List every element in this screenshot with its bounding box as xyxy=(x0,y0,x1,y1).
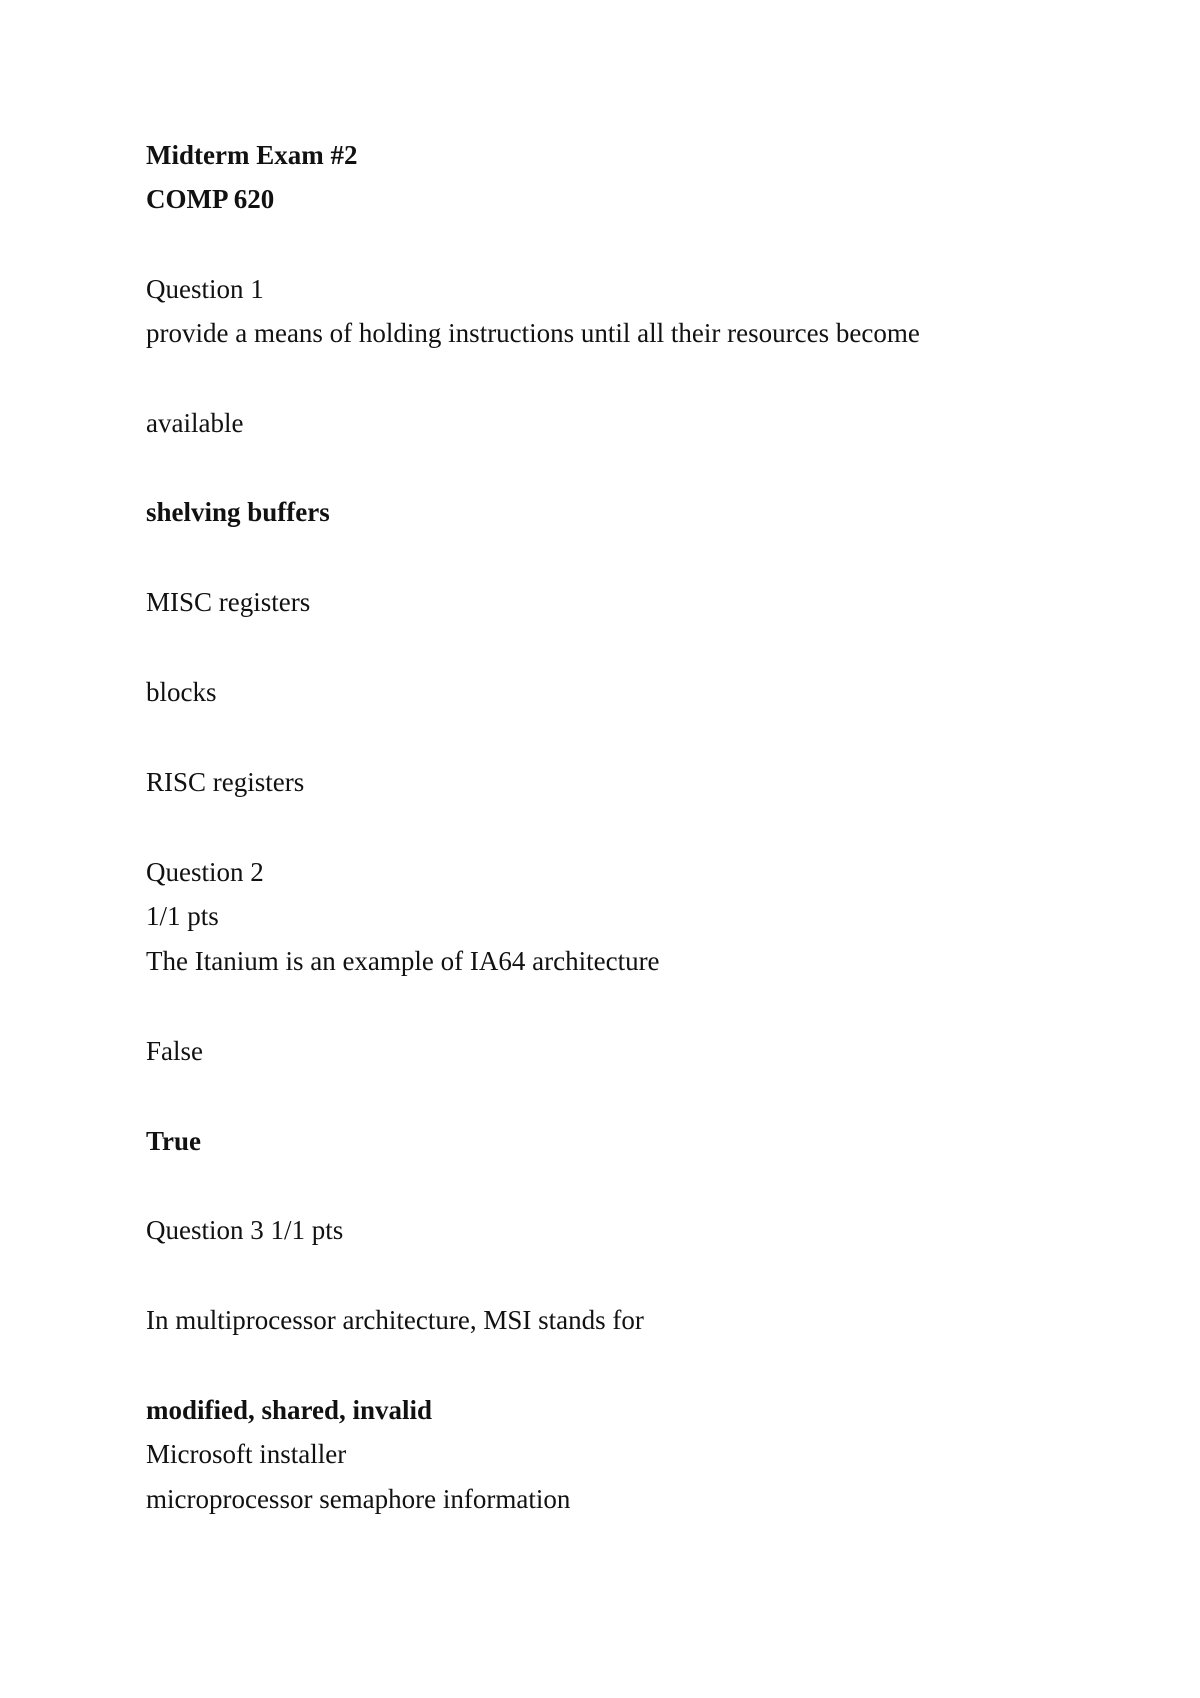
question-3-option-selected: modified, shared, invalid xyxy=(146,1395,433,1425)
document-title: Midterm Exam #2 xyxy=(146,140,358,170)
question-1-option: blocks xyxy=(146,677,217,707)
question-3-option: microprocessor semaphore information xyxy=(146,1484,571,1514)
question-1-option-selected: shelving buffers xyxy=(146,497,330,527)
question-1-prompt-line2: available xyxy=(146,408,244,438)
question-3-option: Microsoft installer xyxy=(146,1439,347,1469)
course-code: COMP 620 xyxy=(146,184,275,214)
question-3-label: Question 3 1/1 pts xyxy=(146,1215,344,1245)
question-3-prompt: In multiprocessor architecture, MSI stands for xyxy=(146,1305,644,1335)
question-1-option: RISC registers xyxy=(146,767,305,797)
question-1-option: MISC registers xyxy=(146,587,311,617)
question-2-option-selected: True xyxy=(146,1126,201,1156)
question-1-prompt-line1: provide a means of holding instructions until all their resources become xyxy=(146,318,920,348)
question-1-label: Question 1 xyxy=(146,274,264,304)
question-2-points: 1/1 pts xyxy=(146,901,219,931)
question-2-label: Question 2 xyxy=(146,857,264,887)
question-2-option: False xyxy=(146,1036,203,1066)
question-2-prompt: The Itanium is an example of IA64 architecture xyxy=(146,946,660,976)
